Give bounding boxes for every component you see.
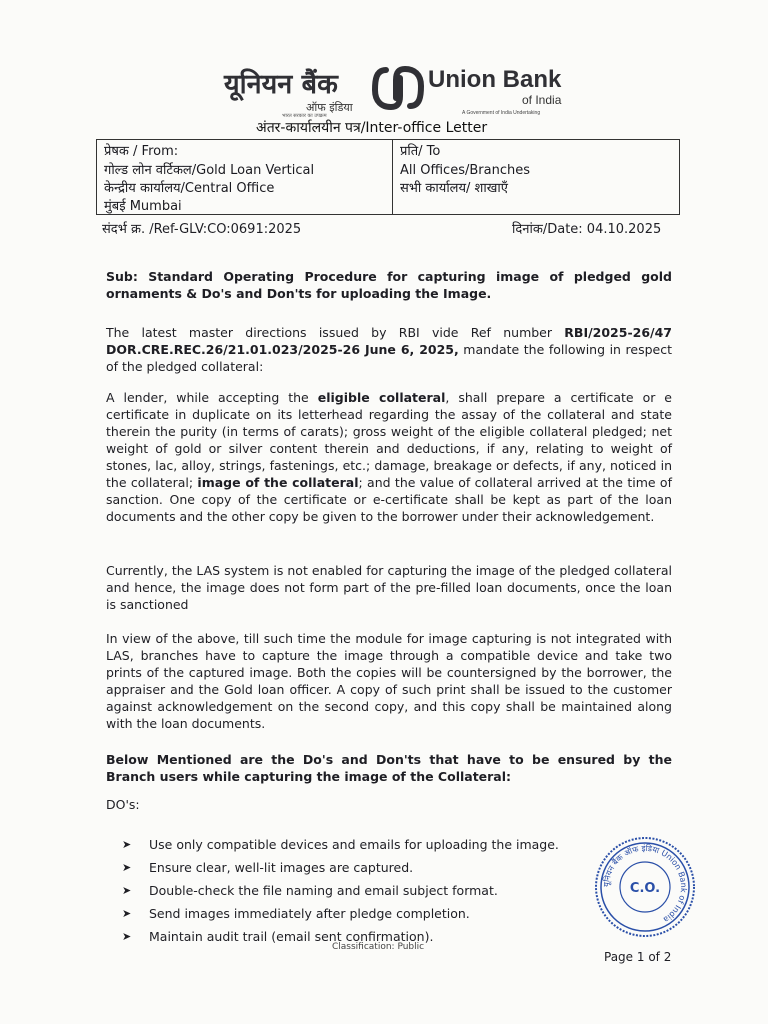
hindi-logo-tagline: भारत सरकार का उपक्रम (282, 113, 327, 119)
hindi-logo-text: यूनियन बैंक (224, 69, 338, 100)
dos-list (122, 833, 582, 948)
english-logo-tagline: A Government of India Undertaking (462, 110, 541, 116)
paragraph-dos-donts-intro: Below Mentioned are the Do's and Don'ts that have to be ensured by the Branch users while capturing the image of the Collateral: (106, 752, 672, 784)
arrow-bullet-icon: ➤ (122, 838, 132, 851)
list-item (122, 879, 582, 902)
rbi-reference: RBI/2025-26/47 DOR.CRE.REC.26/21.01.023/2025-26 June 6, 2025, (106, 325, 672, 357)
reference-number: संदर्भ क्र. /Ref-GLV:CO:0691:2025 (102, 222, 302, 237)
list-item (122, 902, 582, 925)
seal-ring-text: यूनियन बैंक ऑफ इंडिया Union Bank of India (601, 843, 689, 925)
paragraph-image-procedure: In view of the above, till such time the module for image capturing is not integrated with LAS, branches have to capture the image through a compatible device and take two prints of the captured image. Both the copies will be countersigned by the borrower, the appraiser and the Gold loan officer. A copy of such print shall be issued to the customer against acknowledgement on the second copy, and this copy shall be maintained along with the loan documents. (106, 631, 672, 731)
arrow-bullet-icon: ➤ (122, 907, 132, 920)
list-item-text: Maintain audit trail (email sent confirmation). (149, 929, 434, 944)
union-bank-logo-icon (372, 66, 424, 110)
to-line-1: All Offices/Branches (400, 163, 530, 178)
dos-heading: DO's: (106, 797, 140, 812)
list-item-text: Send images immediately after pledge completion. (149, 906, 470, 921)
list-item (122, 856, 582, 879)
paragraph-text: , shall prepare a certificate or e certificate in duplicate on its letterhead regarding the assay of the collateral and state therein the purity (in terms of carats); gross weight of the eligible collateral pledged; net weight of gold or silver content therein and deductions, if any, relating to weight of stones, lac, alloy, strings, fastenings, etc.; damage, breakage or defects, if any, noticed in the collateral; (106, 390, 673, 490)
list-item-text: Double-check the file naming and email subject format. (149, 883, 498, 898)
subject-line: Sub: Standard Operating Procedure for capturing image of pledged gold ornaments & Do's and Don'ts for uploading the Image. (106, 269, 672, 301)
arrow-bullet-icon: ➤ (122, 930, 132, 943)
from-line-2: केन्द्रीय कार्यालय/Central Office (104, 181, 275, 196)
classification-label: Classification: Public (332, 942, 425, 952)
office-seal-stamp-icon (594, 836, 696, 938)
hindi-logo-subtext: ऑफ इंडिया (306, 101, 353, 114)
paragraph-text: A lender, while accepting the (106, 390, 309, 405)
paragraph-text: The latest master directions issued by RBI vide Ref number (106, 325, 553, 340)
letter-title: अंतर-कार्यालयीन पत्र/Inter-office Letter (256, 120, 488, 136)
page-number: Page 1 of 2 (604, 950, 672, 964)
list-item-text: Use only compatible devices and emails for uploading the image. (149, 837, 559, 852)
to-label: प्रति/ To (400, 144, 441, 159)
from-line-1: गोल्ड लोन वर्टिकल/Gold Loan Vertical (104, 163, 315, 178)
from-label: प्रेषक / From: (104, 144, 179, 159)
english-logo-text: Union Bank (428, 66, 562, 93)
to-line-2: सभी कार्यालय/ शाखाएँ (400, 181, 508, 196)
list-item-text: Ensure clear, well-lit images are captured. (149, 860, 414, 875)
seal-center-text: C.O. (629, 881, 661, 896)
arrow-bullet-icon: ➤ (122, 861, 132, 874)
list-item (122, 833, 582, 856)
english-logo-subtext: of India (522, 93, 562, 107)
paragraph-lender-obligation (106, 389, 672, 525)
image-of-collateral-term: image of the collateral (197, 475, 359, 490)
from-line-3: मुंबई Mumbai (104, 199, 182, 214)
paragraph-las-system: Currently, the LAS system is not enabled for capturing the image of the pledged collateral and hence, the image does not form part of the pre-filled loan documents, once the loan is sanctioned (106, 563, 672, 612)
paragraph-rbi-directions (106, 324, 672, 375)
letter-date: दिनांक/Date: 04.10.2025 (512, 222, 662, 237)
eligible-collateral-term: eligible collateral (317, 390, 446, 405)
paragraph-text: ; and the value of collateral arrived at the time of sanction. One copy of the certificate or e-certificate shall be kept as part of the loan documents and the other copy be given to the borrower under their acknowledgement. (106, 475, 672, 524)
table-divider (392, 139, 393, 215)
paragraph-text: mandate the following in respect of the pledged collateral: (106, 342, 672, 374)
arrow-bullet-icon: ➤ (122, 884, 132, 897)
